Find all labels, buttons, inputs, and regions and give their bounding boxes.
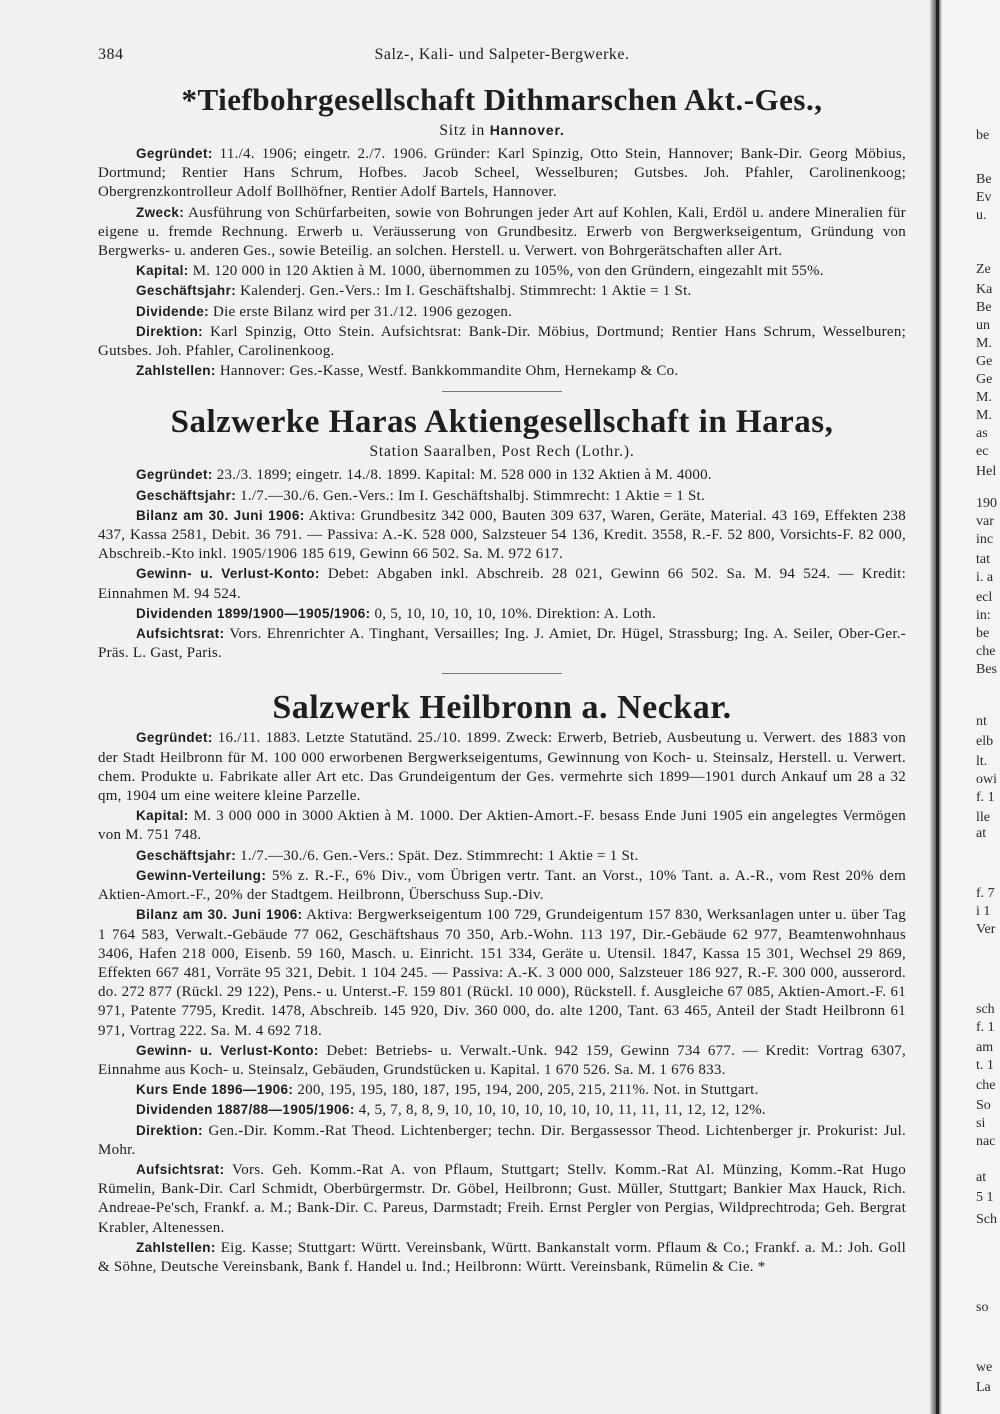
edge-fragment: Sch <box>976 1212 997 1227</box>
edge-fragment: i 1 <box>976 904 991 919</box>
edge-fragment: 190 <box>976 496 997 511</box>
company-seat <box>98 442 906 462</box>
entry-paragraph <box>98 846 906 866</box>
field-text: Aktiva: Grundbesitz 342 000, Bauten 309 637, Waren, Geräte, Material. 43 169, Effekten 238 437, Kassa 2581, Debit. 36 791. — Passiva: A.-K. 528 000, Salzsteuer 54 136, Kredit. 3558, R.-F. 52 800, Vorsichts-F. 82 000, Abschreib.-Kto inkl. 1905/1906 185 619, Gewinn 66 502. Sa. M. 972 617. <box>98 507 906 563</box>
edge-fragment: be <box>976 128 990 143</box>
edge-fragment: si <box>976 1116 986 1131</box>
field-label: Bilanz am 30. Juni 1906: <box>136 507 305 523</box>
entry-paragraph <box>98 604 906 624</box>
field-label: Gegründet: <box>136 467 213 483</box>
edge-fragment: f. 7 <box>976 886 995 901</box>
field-label: Dividende: <box>136 303 210 319</box>
field-label: Geschäftsjahr: <box>136 283 237 299</box>
company-seat-city: Hannover. <box>489 122 565 138</box>
entry-paragraph <box>98 465 906 485</box>
edge-fragment: che <box>976 644 996 659</box>
entry-paragraph <box>98 281 906 301</box>
field-label: Geschäftsjahr: <box>136 487 237 503</box>
field-label: Aufsichtsrat: <box>136 1161 225 1177</box>
field-text: Debet: Betriebs- u. Verwalt.-Unk. 942 159, Gewinn 734 677. — Kredit: Vortrag 6307, Einnahme aus Koch- u. Steinsalz, Gebäuden, Grundstücken u. Kapital. 1 670 526. Sa. M. 1 676 833. <box>98 1042 907 1078</box>
field-text: 0, 5, 10, 10, 10, 10, 10%. Direktion: A. Loth. <box>370 605 657 622</box>
entry-paragraph <box>98 624 906 663</box>
field-label: Kapital: <box>136 808 189 824</box>
field-label: Kurs Ende 1896—1906: <box>136 1082 294 1098</box>
edge-fragment: Ev <box>976 190 992 205</box>
company-seat-text: Station Saaralben, Post Rech (Lothr.). <box>369 443 635 461</box>
field-text: 16./11. 1883. Letzte Statutänd. 25./10. 1899. Zweck: Erwerb, Betrieb, Ausbeutung u. Verwert. des 1883 von der Stadt Heilbronn für M. 100 000 erworbenen Bergwerkseigentums, Gewinnung von Koch- u. Steinsalz, Herstell. u. Verwert. chem. Produkte u. Fabrikate aller Art etc. Das Grundeigentum der Ges. vermehrte sich 1899—1901 durch Ankauf um 28 a 32 qm, 1904 um eine weitere kleine Parzelle. <box>98 730 906 805</box>
field-text: M. 3 000 000 in 3000 Aktien à M. 1000. Der Aktien-Amort.-F. besass Ende Juni 1905 ein angelegtes Vermögen von M. 751 748. <box>98 808 906 844</box>
running-header <box>98 40 906 72</box>
company-title: Salzwerke Haras Aktiengesellschaft in Haras, <box>170 404 834 441</box>
field-text: M. 120 000 in 120 Aktien à M. 1000, übernommen zu 105%, von den Gründern, eingezahlt mit 55%. <box>188 263 824 280</box>
entry-paragraph <box>98 144 906 203</box>
edge-fragment: Ge <box>976 354 993 369</box>
entry-paragraph <box>98 1080 906 1100</box>
page-fold-line <box>936 0 939 1414</box>
edge-fragment: lt. <box>976 754 988 769</box>
entry-paragraph <box>98 322 906 361</box>
field-label: Zahlstellen: <box>136 1239 216 1255</box>
edge-fragment: inc <box>976 532 994 547</box>
edge-fragment: lle <box>976 810 990 825</box>
entry-paragraph <box>98 361 906 381</box>
field-label: Dividenden 1899/1900—1905/1906: <box>136 605 371 621</box>
field-label: Dividenden 1887/88—1905/1906: <box>136 1102 355 1118</box>
edge-fragment: nac <box>976 1134 996 1149</box>
field-label: Gewinn-Verteilung: <box>136 867 267 883</box>
entry-paragraph <box>98 905 906 1040</box>
edge-fragment: we <box>976 1360 993 1375</box>
section-divider <box>442 673 562 674</box>
edge-fragment: un <box>976 318 990 333</box>
entry-paragraph <box>98 1041 906 1080</box>
entry-paragraph <box>98 203 906 262</box>
entry-paragraph <box>98 506 906 565</box>
field-text: 1./7.—30./6. Gen.-Vers.: Spät. Dez. Stimmrecht: 1 Aktie = 1 St. <box>236 847 639 864</box>
entry-paragraph <box>98 1121 906 1160</box>
field-text: Ausführung von Schürfarbeiten, sowie von Bohrungen jeder Art auf Kohlen, Kali, Erdöl u. andere Mineralien für eigene u. fremde Rechnung. Erwerb u. Veräusserung von Grundbesitz. Erwerb von Bergwerkseigentum, Gründung von Bergwerks- u. anderen Ges., sowie Beteilig. an solchen. Herstell. u. Verwert. von Bohrgerätschaften aller Art. <box>98 204 906 260</box>
field-text: 200, 195, 195, 180, 187, 195, 194, 200, 205, 215, 211%. Not. in Stuttgart. <box>293 1082 759 1099</box>
edge-fragment: So <box>976 1098 991 1113</box>
section-divider <box>442 391 562 392</box>
entry-paragraph <box>98 866 906 905</box>
edge-fragment: as <box>976 426 988 441</box>
field-label: Aufsichtsrat: <box>136 626 225 642</box>
field-text: 4, 5, 7, 8, 8, 9, 10, 10, 10, 10, 10, 10, 10, 11, 11, 11, 12, 12, 12%. <box>354 1102 766 1119</box>
company-entry <box>98 80 906 381</box>
field-text: Kalenderj. Gen.-Vers.: Im I. Geschäftshalbj. Stimmrecht: 1 Aktie = 1 St. <box>236 283 692 300</box>
field-text: Hannover: Ges.-Kasse, Westf. Bankkommandite Ohm, Hernekamp & Co. <box>215 363 679 380</box>
field-label: Geschäftsjahr: <box>136 847 237 863</box>
entry-paragraph <box>98 806 906 845</box>
field-label: Direktion: <box>136 1122 204 1138</box>
edge-fragment: elb <box>976 734 994 749</box>
edge-fragment: f. 1 <box>976 790 995 805</box>
edge-fragment: be <box>976 626 990 641</box>
field-text: Vors. Ehrenrichter A. Tinghant, Versailles; Ing. J. Amiet, Dr. Hügel, Strassburg; Ing. A. Seiler, Ober-Ger.-Präs. L. Gast, Paris. <box>98 626 906 662</box>
edge-fragment: che <box>976 1078 996 1093</box>
entry-paragraph <box>98 302 906 322</box>
field-text: 5% z. R.-F., 6% Div., vom Übrigen vertr. Tant. an Vorst., 10% Tant. a. A.-R., vom Rest 20% dem Aktien-Amort.-F., 20% der Stadtgem. Heilbronn, Überschuss Sup.-Div. <box>98 867 906 904</box>
edge-fragment: Hel <box>976 464 997 479</box>
field-label: Zahlstellen: <box>136 363 216 379</box>
edge-fragment: ecl <box>976 590 993 605</box>
edge-fragment: t. 1 <box>976 1058 994 1073</box>
company-title: *Tiefbohrgesellschaft Dithmarschen Akt.-Ges., <box>181 82 823 117</box>
edge-fragment: am <box>976 1040 994 1055</box>
running-title: Salz-, Kali- und Salpeter-Bergwerke. <box>374 46 630 63</box>
field-label: Kapital: <box>136 263 189 279</box>
edge-fragment: in: <box>976 608 991 623</box>
edge-fragment: tat <box>976 552 990 567</box>
entry-paragraph <box>98 261 906 281</box>
edge-fragment: so <box>976 1300 989 1315</box>
field-label: Zweck: <box>136 204 185 220</box>
edge-fragment: var <box>976 514 994 529</box>
edge-fragment: nt <box>976 714 987 729</box>
field-text: 1./7.—30./6. Gen.-Vers.: Im I. Geschäftshalbj. Stimmrecht: 1 Aktie = 1 St. <box>236 487 705 504</box>
edge-fragment: at <box>976 826 987 841</box>
edge-fragment: ec <box>976 444 989 459</box>
edge-fragment: f. 1 <box>976 1020 995 1035</box>
field-text: Aktiva: Bergwerkseigentum 100 729, Grundeigentum 157 830, Werksanlagen unter u. über Tag 1 764 583, Verwalt.-Gebäude 77 062, Geschäftshaus 70 350, Arb.-Wohn. 113 197, Dir.-Gebäude 62 977, Beamtenwohnhaus 3406, Hafen 218 000, Eisenb. 59 160, Masch. u. Einricht. 151 334, Geräte u. Utensil. 1847, Kassa 15 301, Wechsel 29 869, Effekten 667 481, Vorräte 95 321, Debit. 1 104 245. — Passiva: A.-K. 3 000 000, Salzsteuer 186 927, R.-F. 300 000, ausserord. do. 272 877 (Rückl. 29 122), Pens.- u. Unterst.-F. 159 801 (Rückl. 10 000), Rückstell. f. Ausgleiche 67 085, Aktien-Amort.-F. 61 971, Patente 7795, Kredit. 1478, Abschreib. 145 920, Div. 360 000, do. alte 1200, Tant. 63 465, Anteil der Stadt Heilbronn 61 971, Vortrag 222. Sa. M. 4 692 718. <box>98 907 906 1039</box>
field-text: Vors. Geh. Komm.-Rat A. von Pflaum, Stuttgart; Stellv. Komm.-Rat Al. Münzing, Komm.-Rat Hugo Rümelin, Bank-Dir. Carl Schmidt, Oberbürgermstr. Dr. Göbel, Heilbronn; Gust. Müller, Stuttgart; Bankier Max Hauck, Rich. Andreae-Pe'sch, Frankf. a. M.; Bank-Dir. C. Pareus, Darmstadt; Freih. Ernst Pergler von Pergias, Wildprechtroda; Geh. Bergrat Krabler, Altenessen. <box>98 1161 906 1236</box>
company-entry <box>98 688 906 1277</box>
edge-fragment: u. <box>976 208 987 223</box>
edge-fragment: Be <box>976 172 992 187</box>
edge-fragment: Ze <box>976 262 991 277</box>
edge-fragment: Be <box>976 300 992 315</box>
edge-fragment: at <box>976 1170 987 1185</box>
field-text: Gen.-Dir. Komm.-Rat Theod. Lichtenberger; techn. Dir. Bergassessor Theod. Lichtenberger jr. Prokurist: Jul. Mohr. <box>98 1122 906 1158</box>
company-entry <box>98 402 906 663</box>
company-title: Salzwerk Heilbronn a. Neckar. <box>272 689 732 727</box>
edge-fragment: M. <box>976 390 992 405</box>
edge-fragment: Ver <box>976 922 996 937</box>
entry-paragraph <box>98 1100 906 1120</box>
edge-fragment: M. <box>976 336 992 351</box>
field-label: Gegründet: <box>136 730 213 746</box>
edge-fragment: Ge <box>976 372 993 387</box>
edge-fragment: Ka <box>976 282 993 297</box>
field-text: 11./4. 1906; eingetr. 2./7. 1906. Gründer: Karl Spinzig, Otto Stein, Hannover; Bank-Dir. Georg Möbius, Dortmund; Rentier Hans Schrum, Hofbes. Jacob Scheel, Wesselburen; Gutsbes. Joh. Pfahler, Carolinenkoog; Obergrenzkontrolleur Adolf Bollhöfner, Rentier Adolf Bartels, Hannover. <box>98 146 906 201</box>
entry-paragraph <box>98 486 906 506</box>
field-label: Gewinn- u. Verlust-Konto: <box>136 1042 319 1058</box>
page-number: 384 <box>98 46 124 63</box>
entry-paragraph <box>98 1160 906 1238</box>
edge-fragment: i. a <box>976 570 994 585</box>
company-seat-text: Sitz in <box>439 122 490 139</box>
company-seat <box>98 120 906 141</box>
edge-fragment: Bes <box>976 662 997 677</box>
field-label: Gegründet: <box>136 146 213 161</box>
field-text: Debet: Abgaben inkl. Abschreib. 28 021, Gewinn 66 502. Sa. M. 94 524. — Kredit: Einnahmen M. 94 524. <box>98 566 906 602</box>
field-label: Direktion: <box>136 323 204 339</box>
sections-container <box>98 80 906 1277</box>
edge-fragment: M. <box>976 408 992 423</box>
field-text: Die erste Bilanz wird per 31./12. 1906 gezogen. <box>209 303 513 320</box>
entry-paragraph <box>98 564 906 603</box>
field-text: Eig. Kasse; Stuttgart: Württ. Vereinsbank, Württ. Bankanstalt vorm. Pflaum & Co.; Frankf. a. M.: Joh. Goll & Söhne, Deutsche Vereinsbank, Bank f. Handel u. Ind.; Heilbronn: Württ. Vereinsbank, Rümelin & Cie. * <box>98 1239 906 1275</box>
edge-fragment: sch <box>976 1002 995 1017</box>
field-label: Bilanz am 30. Juni 1906: <box>136 907 303 923</box>
edge-fragment: owi <box>976 772 997 787</box>
entry-paragraph <box>98 728 906 806</box>
field-label: Gewinn- u. Verlust-Konto: <box>136 566 320 582</box>
edge-fragment: 5 1 <box>976 1190 994 1205</box>
document-page <box>98 40 906 1277</box>
edge-fragment: La <box>976 1380 991 1395</box>
entry-paragraph <box>98 1238 906 1277</box>
field-text: Karl Spinzig, Otto Stein. Aufsichtsrat: Bank-Dir. Möbius, Dortmund; Rentier Hans Schrum, Wesselburen; Gutsbes. Joh. Pfahler, Carolinenkoog. <box>98 323 906 360</box>
field-text: 23./3. 1899; eingetr. 14./8. 1899. Kapital: M. 528 000 in 132 Aktien à M. 4000. <box>212 467 712 484</box>
